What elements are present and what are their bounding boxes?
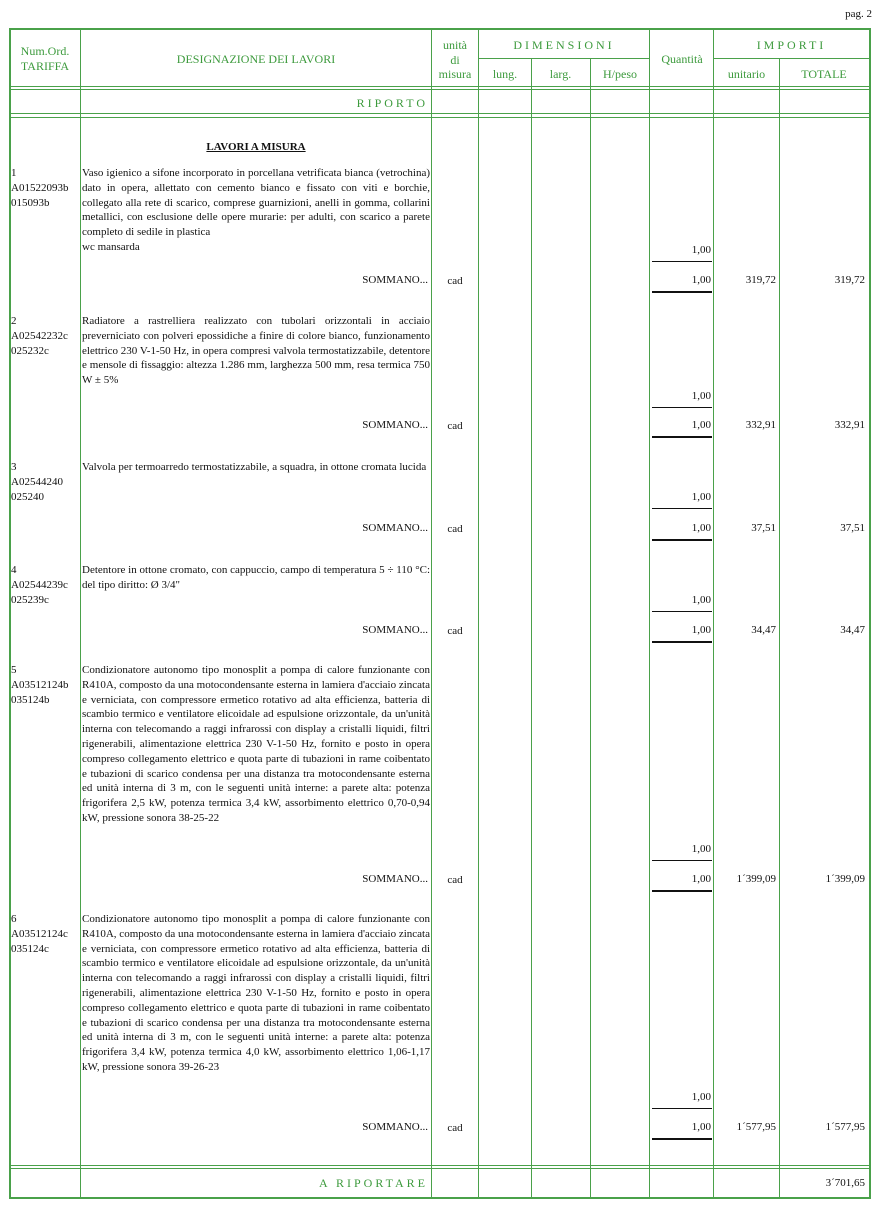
sommano-label: SOMMANO... (362, 274, 428, 286)
header-di: di (450, 53, 460, 67)
frame-line (9, 89, 870, 90)
item-subline: wc mansarda (82, 241, 140, 253)
page-number: pag. 2 (845, 8, 872, 20)
sommano-rule (652, 1138, 712, 1140)
item-partial-quantity: 1,00 (691, 244, 711, 256)
item-partial-quantity: 1,00 (691, 491, 711, 503)
section-title: LAVORI A MISURA (206, 141, 306, 153)
sommano-rule (652, 890, 712, 892)
frame-line (649, 28, 650, 1199)
item-partial-quantity: 1,00 (691, 594, 711, 606)
item-tariff-subcode: 025240 (11, 491, 44, 503)
sommano-label: SOMMANO... (362, 873, 428, 885)
quantity-rule (652, 611, 712, 612)
item-number: 1 (11, 167, 17, 179)
item-unit: cad (447, 275, 463, 287)
item-partial-quantity: 1,00 (691, 843, 711, 855)
item-total: 332,91 (834, 419, 865, 431)
quantity-rule (652, 407, 712, 408)
item-tariff-subcode: 025232c (11, 345, 49, 357)
item-number: 2 (11, 315, 17, 327)
quantity-rule (652, 508, 712, 509)
a-riportare-label: A RIPORTARE (319, 1176, 428, 1190)
item-unit: cad (447, 625, 463, 637)
item-quantity: 1,00 (691, 873, 711, 885)
frame-line (869, 28, 871, 1199)
item-description: Detentore in ottone cromato, con cappuccio, campo di temperatura 5 ÷ 110 °C: del tipo diritto: Ø 3/4" (82, 564, 430, 591)
item-quantity: 1,00 (691, 522, 711, 534)
item-description: Radiatore a rastrelliera realizzato con tubolari orizzontali in acciaio preverniciato con polveri epossidiche a finire di colore bianco, funzionamento elettrico 230 V-1-50 Hz, in opera compresi valvola termostatizzabile, detentore e mensole di fissaggio: altezza 1.286 mm, larghezza 500 mm, resa termica 750 W ± 5% (82, 315, 430, 387)
sommano-rule (652, 641, 712, 643)
sommano-label: SOMMANO... (362, 522, 428, 534)
quantity-rule (652, 1108, 712, 1109)
item-unit-price: 319,72 (745, 274, 776, 286)
item-description: Condizionatore autonomo tipo monosplit a pompa di calore funzionante con R410A, composto da una motocondensante esterna in lamiera d'acciaio zincata e verniciata, con compressore ermetico rotativo ad alta efficienza, batteria di scambio termico e ventilatore elicoidale ad espulsione orizzontale, da un'unità interna con telecomando a raggi infrarossi con display a cristalli liquidi, filtri rigenerabili, alimentazione elettrica 230 V-1-50 Hz, fornito e posto in opera compreso collegamento elettrico e quota parte di tubazioni in rame coibentato e tubazioni di scarico condensa per una distanza tra motocondensante esterna ed unità interna di 3 m, con le seguenti unità interne: a parete alta: potenza frigorifera 3,4 kW, potenza termica 4,0 kW, assorbimento elettrico 1,06-1,17 kW, pressione sonora 39-26-23 (82, 913, 430, 1073)
item-unit-price: 1´577,95 (736, 1121, 776, 1133)
item-tariff-code: A01522093b (11, 182, 69, 194)
frame-line (478, 28, 479, 1199)
item-unit: cad (447, 874, 463, 886)
sommano-rule (652, 539, 712, 541)
item-total: 319,72 (834, 274, 865, 286)
item-quantity: 1,00 (691, 1121, 711, 1133)
item-description: Vaso igienico a sifone incorporato in porcellana vetrificata bianca (vetrochina) dato in opera, allettato con cemento bianco e fissato con viti e borchie, collegato alla rete di scarico, comprese guarnizioni, anelli in gomma, collarini metallici, con esclusione delle opere murarie: per adulti, con scarico a parete completo di sedile in plastica (82, 167, 430, 239)
header-totale: TOTALE (801, 67, 847, 81)
quantity-rule (652, 261, 712, 262)
item-tariff-code: A02544240 (11, 476, 63, 488)
header-tariffa: TARIFFA (20, 59, 70, 73)
frame-line (9, 1168, 870, 1169)
item-unit: cad (447, 523, 463, 535)
frame-line (9, 1165, 870, 1166)
item-partial-quantity: 1,00 (691, 390, 711, 402)
quantity-rule (652, 860, 712, 861)
a-riportare-total: 3´701,65 (825, 1177, 865, 1189)
item-unit-price: 1´399,09 (736, 873, 776, 885)
item-description: Valvola per termoarredo termostatizzabile, a squadra, in ottone cromata lucida (82, 461, 427, 473)
sommano-label: SOMMANO... (362, 624, 428, 636)
item-tariff-subcode: 015093b (11, 197, 50, 209)
header-unitario: unitario (727, 67, 766, 81)
riporto-label: RIPORTO (356, 96, 428, 110)
item-description: Condizionatore autonomo tipo monosplit a pompa di calore funzionante con R410A, composto da una motocondensante esterna in lamiera d'acciaio zincata e verniciata, con compressore ermetico rotativo ad alta efficienza, batteria di scambio termico e ventilatore elicoidale ad espulsione orizzontale, da un'unità interna con telecomando a raggi infrarossi con display a cristalli liquidi, filtri rigenerabili, alimentazione elettrica 230 V-1-50 Hz, fornito e posto in opera compreso collegamento elettrico e quota parte di tubazioni in rame coibentato e tubazioni di scarico condensa per una distanza tra motocondensante esterna ed unità interna di 3 m, con le seguenti unità interne: a parete alta: potenza frigorifera 2,5 kW, potenza termica 3,4 kW, assorbimento elettrico 0,70-0,94 kW, pressione sonora 38-25-22 (82, 664, 430, 824)
frame-line (9, 28, 870, 30)
item-total: 1´399,09 (825, 873, 865, 885)
sommano-label: SOMMANO... (362, 419, 428, 431)
header-unita: unità (443, 38, 467, 52)
header-dimensioni: DIMENSIONI (513, 38, 615, 52)
item-partial-quantity: 1,00 (691, 1091, 711, 1103)
header-designazione: DESIGNAZIONE DEI LAVORI (176, 52, 336, 66)
item-tariff-code: A02542232c (11, 330, 68, 342)
header-num-ord: Num.Ord. (20, 44, 70, 58)
frame-line (9, 1197, 870, 1199)
item-number: 3 (11, 461, 17, 473)
frame-line (431, 28, 432, 1199)
frame-line (590, 58, 591, 1199)
header-misura: misura (438, 67, 472, 81)
item-quantity: 1,00 (691, 624, 711, 636)
item-tariff-subcode: 035124b (11, 694, 50, 706)
item-unit-price: 37,51 (751, 522, 776, 534)
sommano-rule (652, 436, 712, 438)
item-quantity: 1,00 (691, 419, 711, 431)
item-number: 4 (11, 564, 17, 576)
frame-line (479, 58, 650, 59)
item-tariff-code: A02544239c (11, 579, 68, 591)
sommano-rule (652, 291, 712, 293)
frame-line (714, 58, 870, 59)
item-tariff-subcode: 025239c (11, 594, 49, 606)
header-quantita: Quantità (661, 52, 703, 66)
frame-line (713, 28, 714, 1199)
header-larg: larg. (549, 67, 572, 81)
item-tariff-subcode: 035124c (11, 943, 49, 955)
header-hpeso: H/peso (603, 67, 637, 81)
item-unit: cad (447, 420, 463, 432)
frame-line (531, 58, 532, 1199)
frame-line (9, 117, 870, 118)
item-unit: cad (447, 1122, 463, 1134)
item-total: 34,47 (840, 624, 865, 636)
item-quantity: 1,00 (691, 274, 711, 286)
item-number: 5 (11, 664, 17, 676)
header-importi: IMPORTI (756, 38, 827, 52)
item-tariff-code: A03512124b (11, 679, 69, 691)
item-number: 6 (11, 913, 17, 925)
frame-line (9, 86, 870, 87)
frame-line (9, 113, 870, 114)
item-tariff-code: A03512124c (11, 928, 68, 940)
header-lung: lung. (492, 67, 518, 81)
sommano-label: SOMMANO... (362, 1121, 428, 1133)
item-total: 1´577,95 (825, 1121, 865, 1133)
item-unit-price: 34,47 (751, 624, 776, 636)
item-total: 37,51 (840, 522, 865, 534)
item-unit-price: 332,91 (745, 419, 776, 431)
